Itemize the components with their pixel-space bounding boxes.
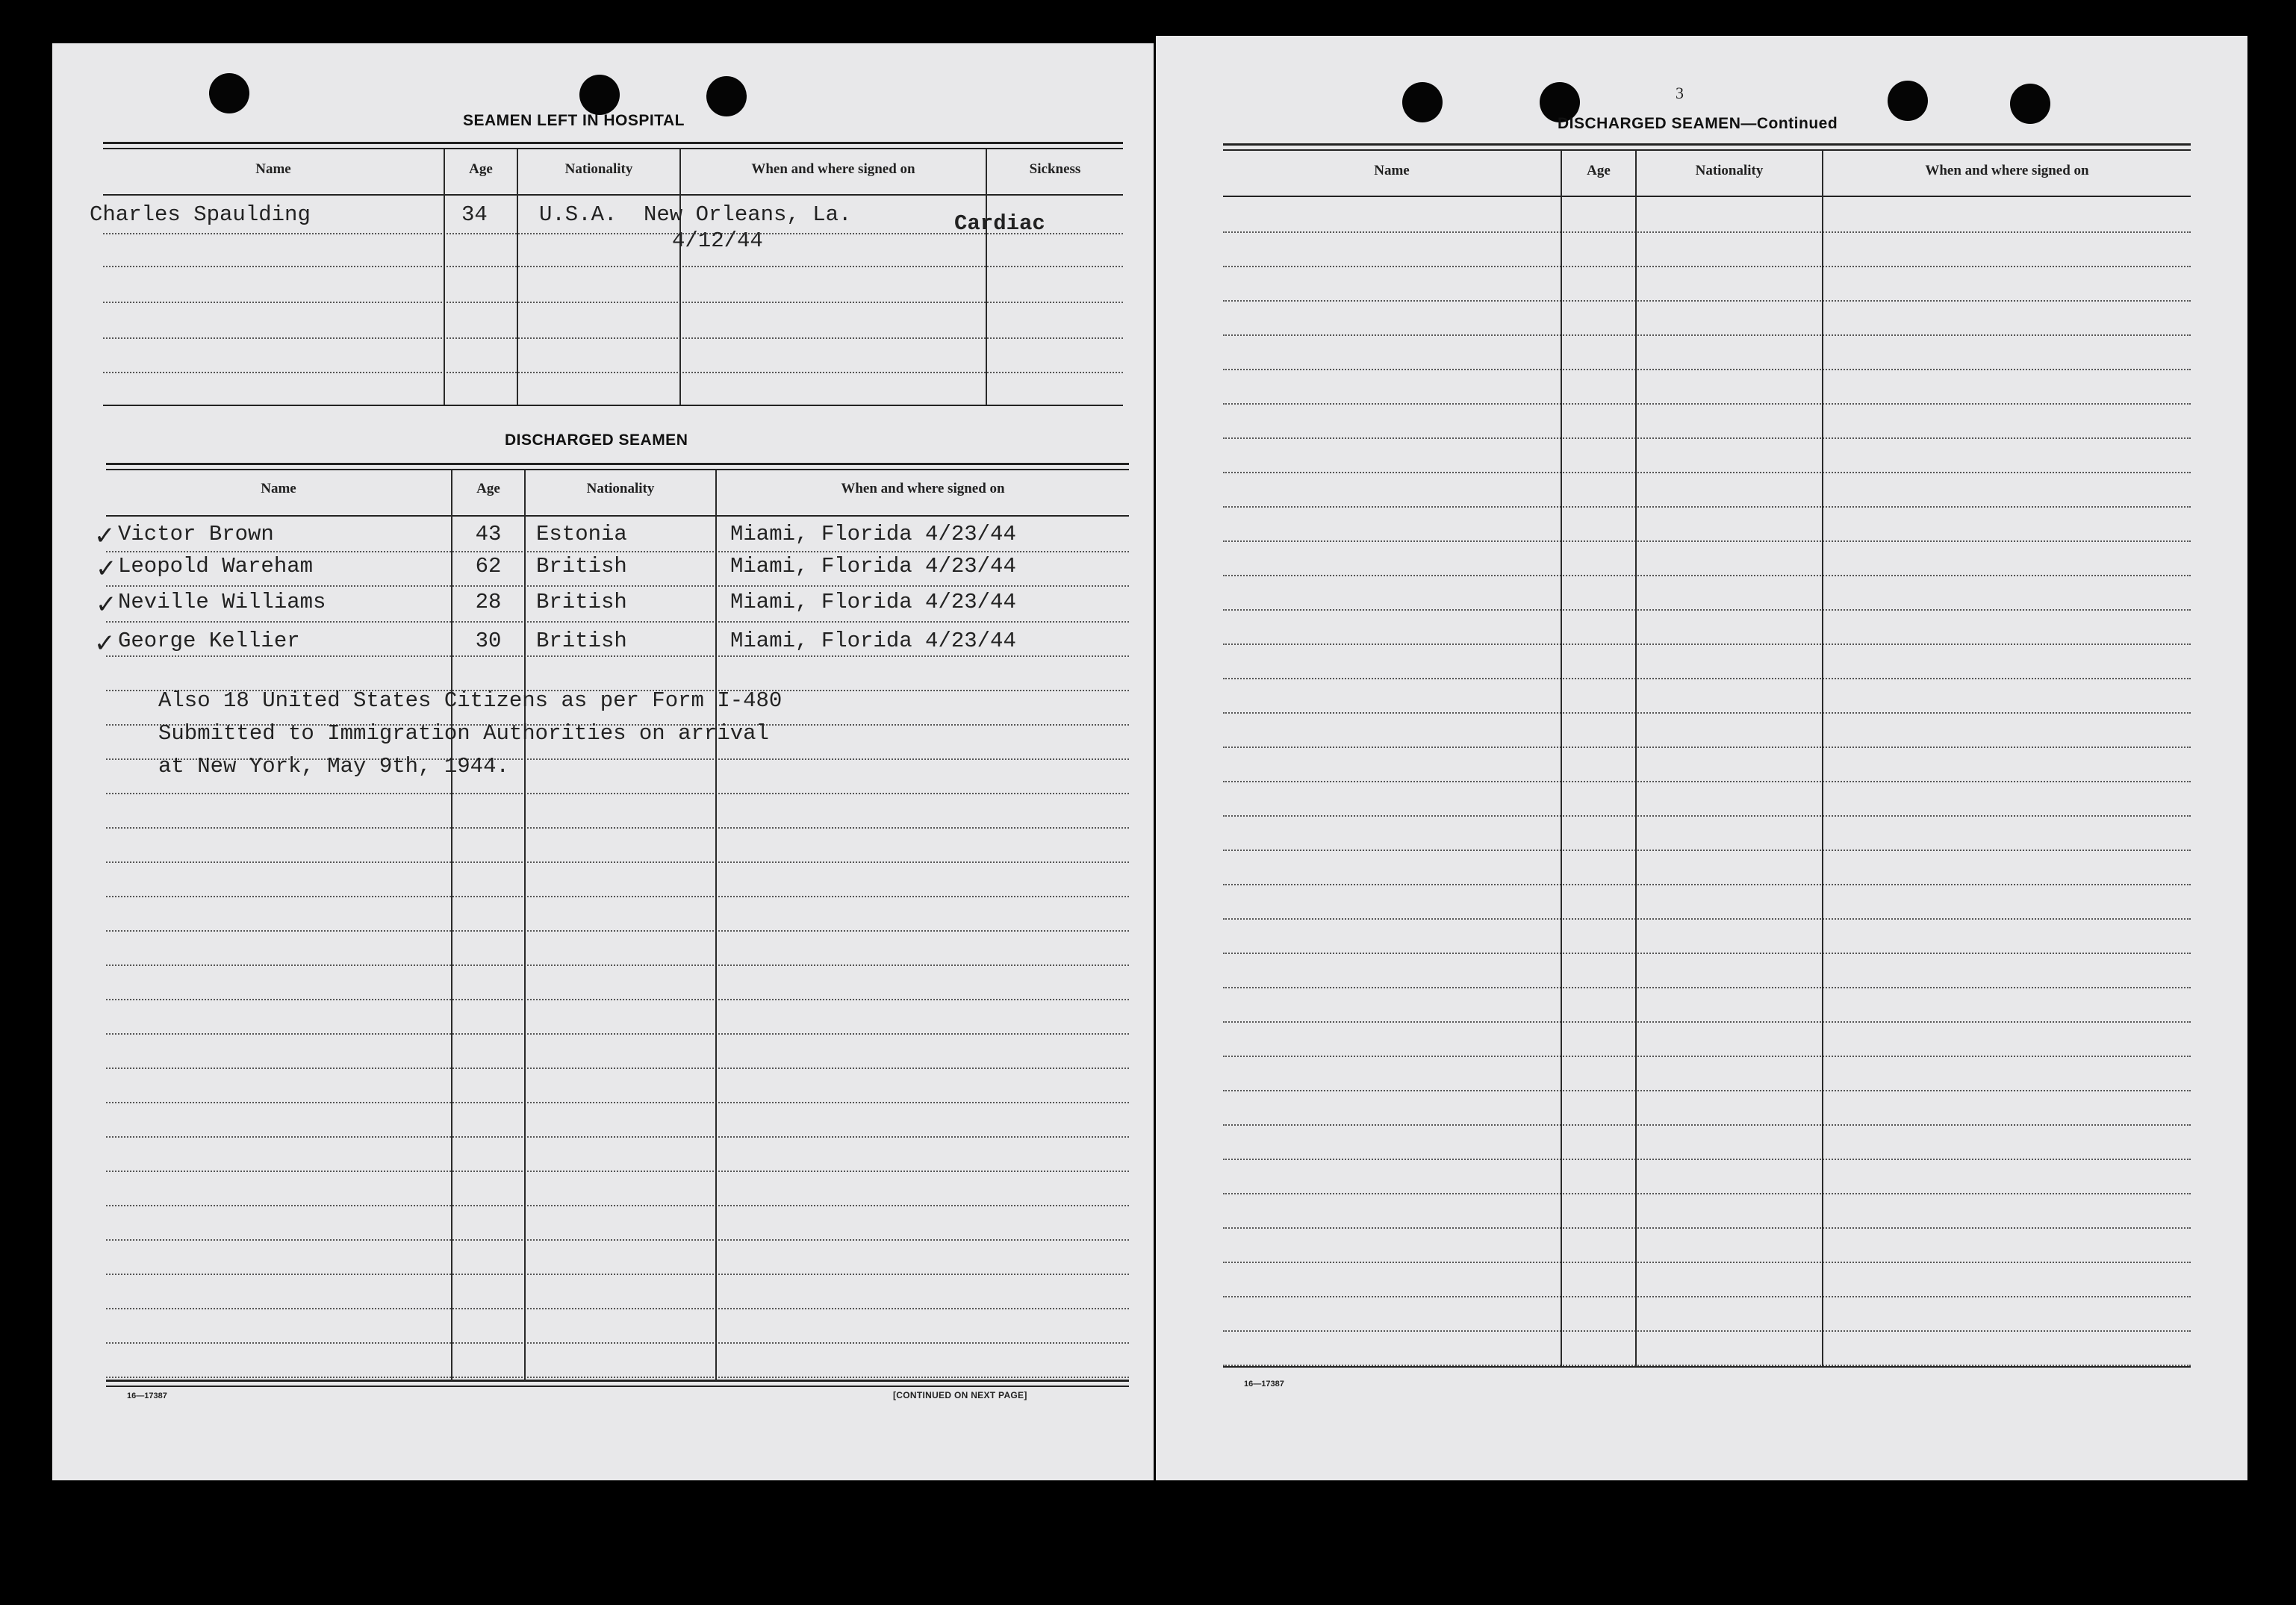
column-divider <box>1822 151 1823 1366</box>
check-mark: ✓ <box>96 554 117 584</box>
header-rule <box>103 194 1123 196</box>
row-line <box>1223 815 2191 817</box>
column-header-signed-on: When and where signed on <box>751 161 915 177</box>
row-line <box>106 793 1129 794</box>
discharged-seaman-name: George Kellier <box>118 629 300 653</box>
discharged-seaman-age: 62 <box>475 554 502 579</box>
row-line <box>1223 231 2191 233</box>
row-line <box>106 1239 1129 1241</box>
discharged-seaman-signed-on: Miami, Florida 4/23/44 <box>730 554 1016 579</box>
discharged-seaman-nationality: British <box>536 554 627 579</box>
row-line <box>1223 437 2191 439</box>
form-number: 16—17387 <box>127 1391 167 1400</box>
table-top-rule <box>106 463 1129 465</box>
row-line <box>1223 506 2191 508</box>
hospital-seaman-name: Charles Spaulding <box>90 202 311 227</box>
row-line <box>1223 1090 2191 1091</box>
row-line <box>106 861 1129 863</box>
discharged-seaman-age: 43 <box>475 522 502 546</box>
row-line <box>1223 334 2191 336</box>
form-number: 16—17387 <box>1244 1380 1284 1389</box>
discharged-seaman-age: 28 <box>475 590 502 614</box>
column-divider <box>1561 151 1562 1366</box>
row-line <box>106 1274 1129 1275</box>
column-header-nationality: Nationality <box>1695 163 1764 178</box>
row-line <box>1223 403 2191 405</box>
row-line <box>1223 609 2191 611</box>
row-line <box>106 1068 1129 1069</box>
hospital-seaman-signed-on-date: 4/12/44 <box>672 228 763 253</box>
row-line <box>1223 369 2191 370</box>
row-line <box>106 655 1129 657</box>
row-line <box>106 1377 1129 1378</box>
punch-hole <box>209 73 249 113</box>
column-divider <box>517 149 518 405</box>
table-top-rule <box>1223 143 2191 146</box>
check-mark: ✓ <box>94 629 116 658</box>
column-divider <box>524 470 526 1381</box>
column-header-signed-on: When and where signed on <box>1925 163 2089 178</box>
row-line <box>1223 884 2191 885</box>
column-divider <box>444 149 445 405</box>
row-line <box>1223 1330 2191 1332</box>
column-header-signed-on: When and where signed on <box>841 481 1005 496</box>
table-top-rule <box>103 148 1123 149</box>
row-line <box>1223 1021 2191 1023</box>
discharged-seaman-signed-on: Miami, Florida 4/23/44 <box>730 522 1016 546</box>
column-divider <box>679 149 681 405</box>
row-line <box>103 302 1123 303</box>
row-line <box>1223 678 2191 679</box>
column-header-name: Name <box>1374 163 1410 178</box>
column-divider <box>1635 151 1637 1366</box>
discharged-seaman-nationality: British <box>536 590 627 614</box>
hospital-seaman-signed-on-place: New Orleans, La. <box>644 202 852 227</box>
punch-hole <box>706 76 747 116</box>
row-line <box>106 964 1129 966</box>
row-line <box>1223 987 2191 988</box>
row-line <box>106 1205 1129 1206</box>
row-line <box>106 1171 1129 1172</box>
column-header-nationality: Nationality <box>586 481 655 496</box>
column-divider <box>986 149 987 405</box>
hospital-section-title: SEAMEN LEFT IN HOSPITAL <box>463 112 685 129</box>
discharged-seaman-signed-on: Miami, Florida 4/23/44 <box>730 629 1016 653</box>
check-mark: ✓ <box>94 521 116 551</box>
row-line <box>1223 850 2191 851</box>
punch-hole <box>2010 84 2050 124</box>
row-line <box>103 337 1123 339</box>
table-bottom-rule <box>106 1380 1129 1382</box>
row-line <box>106 1308 1129 1309</box>
column-header-nationality: Nationality <box>564 161 633 177</box>
table-top-rule <box>103 142 1123 144</box>
continued-note: [CONTINUED ON NEXT PAGE] <box>893 1390 1027 1400</box>
column-header-age: Age <box>476 481 500 496</box>
row-line <box>106 930 1129 932</box>
table-bottom-rule <box>103 405 1123 406</box>
row-line <box>1223 300 2191 302</box>
discharged-seaman-age: 30 <box>475 629 502 653</box>
table-bottom-rule <box>106 1386 1129 1387</box>
row-line <box>1223 575 2191 576</box>
row-line <box>1223 266 2191 267</box>
row-line <box>1223 540 2191 542</box>
hospital-seaman-age: 34 <box>461 202 488 227</box>
discharged-seaman-name: Neville Williams <box>118 590 326 614</box>
discharged-seaman-signed-on: Miami, Florida 4/23/44 <box>730 590 1016 614</box>
column-divider <box>715 470 717 1381</box>
note-line: at New York, May 9th, 1944. <box>158 754 509 779</box>
note-line: Submitted to Immigration Authorities on arrival <box>158 721 769 746</box>
column-header-sickness: Sickness <box>1029 161 1081 177</box>
discharged-seaman-name: Victor Brown <box>118 522 274 546</box>
row-line <box>103 372 1123 373</box>
punch-hole <box>579 75 620 115</box>
table-top-rule <box>1223 149 2191 151</box>
row-line <box>106 1033 1129 1035</box>
row-line <box>1223 472 2191 473</box>
row-line <box>103 266 1123 267</box>
row-line <box>1223 1296 2191 1297</box>
table-bottom-rule <box>1223 1366 2191 1368</box>
column-header-age: Age <box>469 161 493 177</box>
column-header-age: Age <box>1587 163 1611 178</box>
row-line <box>106 1136 1129 1138</box>
row-line <box>1223 1227 2191 1229</box>
left-form-page <box>52 43 1154 1480</box>
header-rule <box>1223 196 2191 197</box>
row-line <box>1223 953 2191 954</box>
row-line <box>106 896 1129 897</box>
right-form-page <box>1156 36 2247 1480</box>
note-line: Also 18 United States Citizens as per Form I-480 <box>158 688 783 713</box>
punch-hole <box>1888 81 1928 121</box>
row-line <box>106 621 1129 623</box>
page-number: 3 <box>1676 84 1684 102</box>
row-line <box>106 1342 1129 1344</box>
punch-hole <box>1402 82 1443 122</box>
table-top-rule <box>106 469 1129 470</box>
row-line <box>1223 1124 2191 1126</box>
row-line <box>106 999 1129 1000</box>
header-rule <box>106 515 1129 517</box>
hospital-seaman-sickness: Cardiac <box>954 211 1045 236</box>
discharged-section-title: DISCHARGED SEAMEN <box>505 431 688 449</box>
row-line <box>106 1102 1129 1103</box>
row-line <box>1223 1159 2191 1160</box>
row-line <box>1223 747 2191 748</box>
discharged-continued-title: DISCHARGED SEAMEN—Continued <box>1558 115 1838 132</box>
row-line <box>1223 1193 2191 1194</box>
column-header-name: Name <box>255 161 291 177</box>
row-line <box>106 551 1129 552</box>
row-line <box>1223 1262 2191 1263</box>
discharged-seaman-nationality: British <box>536 629 627 653</box>
row-line <box>1223 918 2191 920</box>
row-line <box>1223 781 2191 782</box>
row-line <box>1223 712 2191 714</box>
row-line <box>106 827 1129 829</box>
discharged-seaman-name: Leopold Wareham <box>118 554 314 579</box>
check-mark: ✓ <box>96 590 117 620</box>
row-line <box>1223 1056 2191 1057</box>
row-line <box>106 585 1129 587</box>
row-line <box>1223 643 2191 645</box>
hospital-seaman-nationality: U.S.A. <box>539 202 617 227</box>
discharged-seaman-nationality: Estonia <box>536 522 627 546</box>
column-header-name: Name <box>261 481 296 496</box>
